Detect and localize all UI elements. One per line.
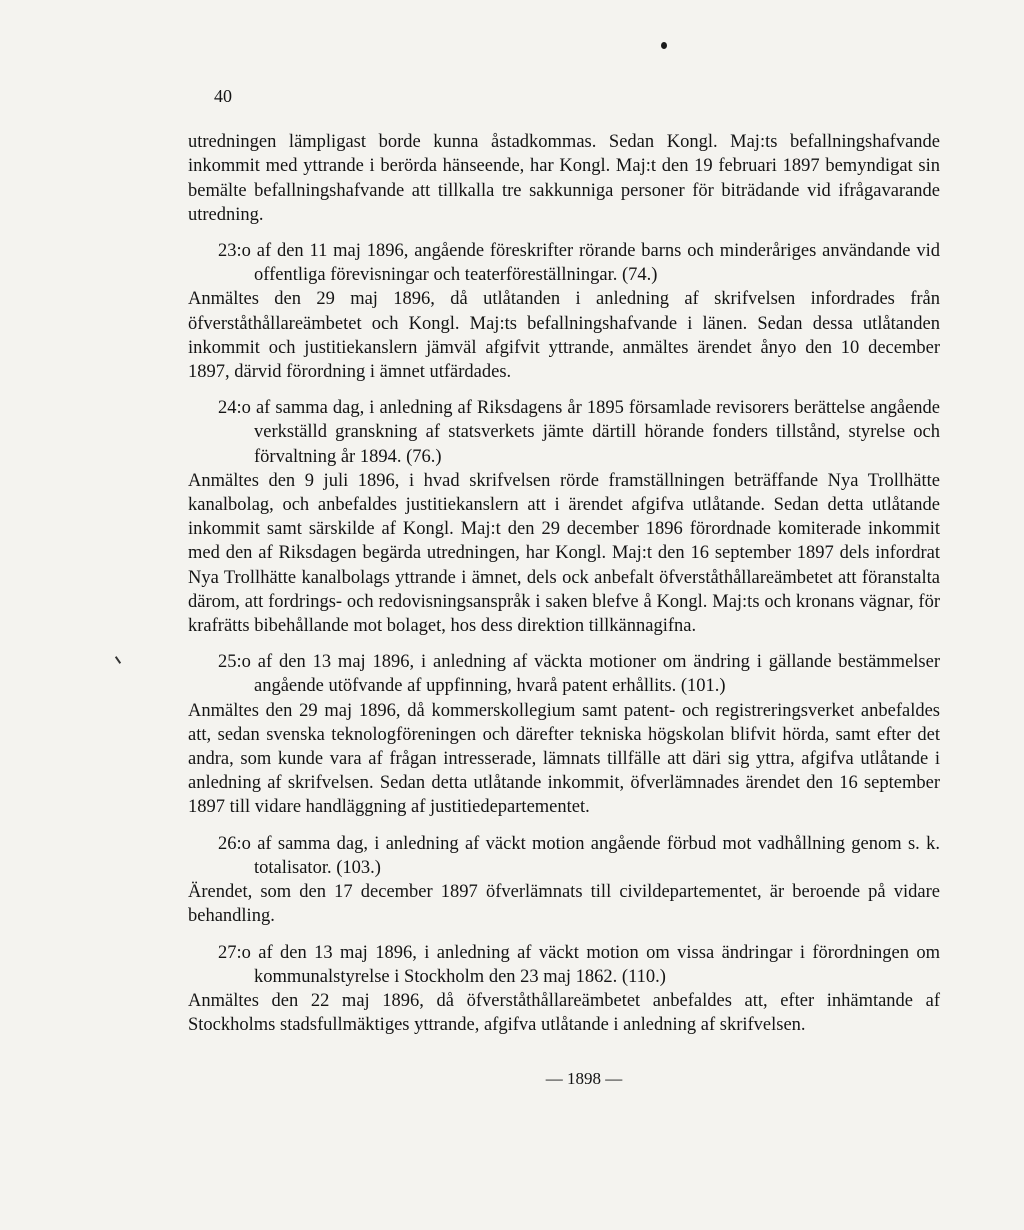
entry-body: Anmältes den 29 maj 1896, då utlåtanden i anledning af skrifvelsen infordrades från öfverståthållareämbetet och Kongl. Maj:ts befallningshafvande i länen. Sedan dessa utlåtanden inkommit och justitiekanslern jämväl afgifvit yttrande, anmältes ärendet ånyo den 10 december 1897, därvid förordning i ämnet utfärdades.: [188, 289, 940, 383]
entry-24: [188, 396, 940, 638]
intro-paragraph: utredningen lämpligast borde kunna åstadkommas. Sedan Kongl. Maj:ts befallningshafvande inkommit med yttrande i berörda hänseende, har Kongl. Maj:t den 19 februari 1897 bemyndigat sin bemälte befallningshafvande att tillkalla tre sakkunniga personer för biträdande vid ifrågavarande utredning.: [188, 132, 940, 225]
entry-title: 25:o af den 13 maj 1896, i anledning af väckta motioner om ändring i gällande bestämmelser angående utöfvande af uppfinning, hvarå patent erhållits. (101.): [218, 652, 940, 697]
entry-title: 27:o af den 13 maj 1896, i anledning af väckt motion om vissa ändringar i förordningen om kommunalstyrelse i Stockholm den 23 maj 1862. (110.): [218, 942, 940, 987]
entry-title: 24:o af samma dag, i anledning af Riksdagens år 1895 församlade revisorers berättelse angående verkställd granskning af statsverkets jämte därtill hörande fonders tillstånd, styrelse och förvaltning år 1894. (76.): [218, 398, 940, 467]
entry-25: [188, 650, 940, 819]
document-page: [188, 84, 940, 1092]
entry-27: [188, 941, 940, 1038]
entry-title: 26:o af samma dag, i anledning af väckt motion angående förbud mot vadhållning genom s. k. totalisator. (103.): [218, 833, 940, 878]
entry-26: [188, 832, 940, 929]
entry-title: 23:o af den 11 maj 1896, angående föreskrifter rörande barns och minderåriges användande vid offentliga förevisningar och teaterföreställningar. (74.): [218, 241, 940, 286]
footer-year: — 1898 —: [545, 1069, 623, 1089]
margin-mark: [115, 656, 121, 664]
ink-speck: [661, 42, 667, 49]
entry-body: Anmältes den 22 maj 1896, då öfverståthållareämbetet anbefaldes att, efter inhämtande af Stockholms stadsfullmäktiges yttrande, afgifva utlåtande i anledning af skrifvelsen.: [188, 990, 940, 1036]
entry-body: Ärendet, som den 17 december 1897 öfverlämnats till civildepartementet, är beroende på vidare behandling.: [188, 882, 940, 927]
entry-23: [188, 239, 940, 384]
page-number: 40: [214, 86, 232, 106]
entry-body: Anmältes den 29 maj 1896, då kommerskollegium samt patent- och registreringsverket anbefaldes att, sedan svenska teknologföreningen och därefter tekniska högskolan blifvit hörda, samt efter det andra, som kunde vara af frågan intresserade, lämnats tillfälle att däri sig yttra, afgifva utlåtande i anledning af skrifvelsen. Sedan detta utlåtande inkommit, öfverlämnades ärendet den 16 september 1897 till vidare handläggning af justitiedepartementet.: [188, 700, 940, 818]
entry-body: Anmältes den 9 juli 1896, i hvad skrifvelsen rörde framställningen beträffande Nya Trollhätte kanalbolag, och anbefaldes justitiekanslern att i ärendet afgifva utlåtande. Sedan detta utlåtande inkommit samt särskilde af Kongl. Maj:t den 29 december 1896 förordnade komiterade inkommit med den af Riksdagen begärda utredningen, har Kongl. Maj:t den 16 september 1897 dels infordrat Nya Trollhätte kanalbolags yttrande i ämnet, dels ock anbefalt öfverståthållareämbetet att föranstalta därom, att fordrings- och redovisningsanspråk i saken blefve å Kongl. Maj:ts och kronans vägnar, för krafrätts bibehållande mot bolaget, hos dess direktion tillkännagifna.: [188, 470, 940, 637]
